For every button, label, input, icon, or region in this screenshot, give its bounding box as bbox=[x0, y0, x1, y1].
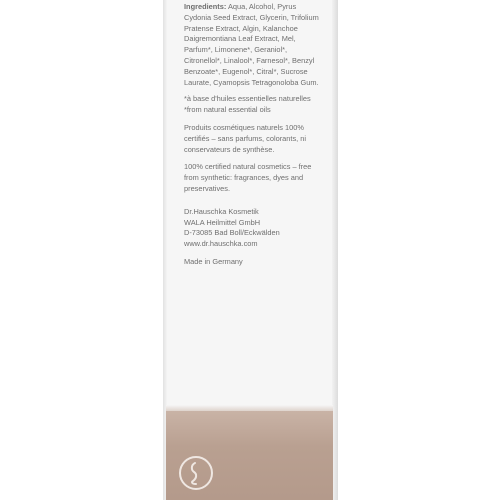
company-block bbox=[184, 207, 324, 250]
note-en: *from natural essential oils bbox=[184, 105, 271, 115]
ingredients-heading: Ingredients: bbox=[184, 2, 227, 11]
company-sub: WALA Heilmittel GmbH bbox=[184, 217, 261, 227]
claim-fr: Produits cosmétiques naturels 100% certifiés – sans parfums, colorants, ni conservateurs de synthèse. bbox=[184, 122, 306, 154]
made-in: Made in Germany bbox=[184, 256, 243, 266]
company-web: www.dr.hauschka.com bbox=[184, 239, 258, 249]
company-name: Dr.Hauschka Kosmetik bbox=[184, 206, 259, 216]
label-text-block bbox=[184, 2, 324, 275]
company-address: D-73085 Bad Boll/Eckwälden bbox=[184, 228, 280, 238]
essential-oils-notes bbox=[184, 94, 324, 116]
note-fr: *à base d'huiles essentielles naturelles bbox=[184, 94, 311, 104]
ingredients-list: Aqua, Alcohol, Pyrus Cydonia Seed Extract, Glycerin, Trifolium Pratense Extract, Algin, Kalanchoe Daigremontiana Leaf Extract, Mel, Parfum*, Limonene*, Geraniol*, Citronellol*, Linalool*, Farnesol*, Benzyl Benzoate*, Eugenol*, Citral*, Sucrose Laurate, Cyamopsis Tetragonoloba Gum. bbox=[184, 2, 319, 87]
ingredients-paragraph bbox=[184, 2, 324, 88]
circle-figure-logo-icon bbox=[176, 453, 216, 493]
claim-en: 100% certified natural cosmetics – free from synthetic: fragrances, dyes and preservatives. bbox=[184, 162, 312, 193]
